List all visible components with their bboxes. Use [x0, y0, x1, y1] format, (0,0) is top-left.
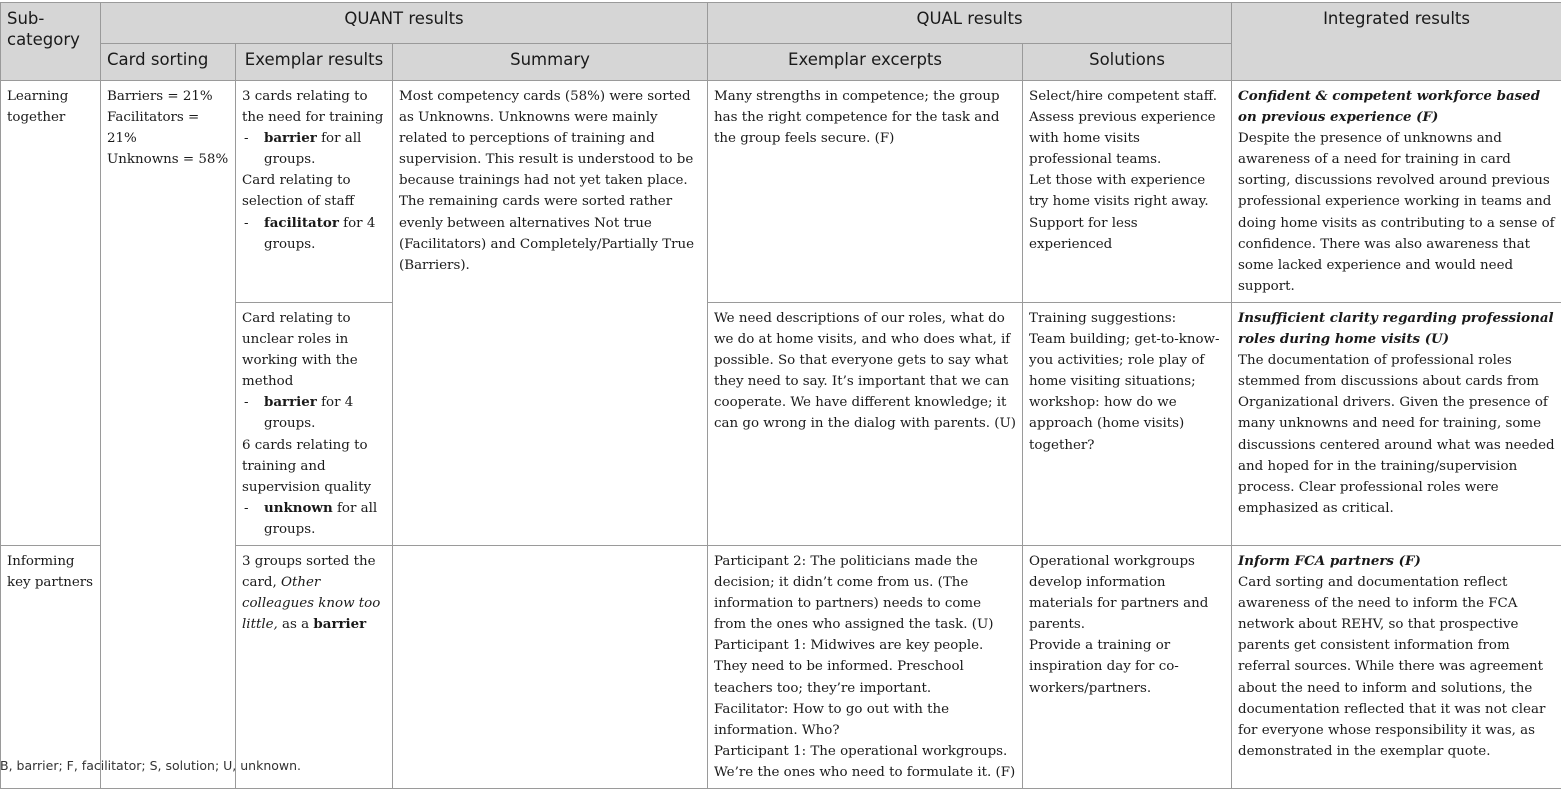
exemplar-italic: Other colleagues know too little, [242, 575, 380, 632]
exemplar-text: 3 cards relating to the need for training [242, 86, 386, 128]
solutions-cell [1023, 545, 1232, 788]
exemplar-bold: barrier [264, 394, 317, 410]
exemplar-results-cell [236, 302, 393, 545]
solutions-cell [1023, 302, 1232, 545]
integrated-cell [1232, 302, 1561, 545]
integrated-title: Confident & competent workforce based on previous experience (F) [1238, 86, 1555, 128]
exemplar-rest: for 4 groups. [264, 395, 353, 431]
header-exemplar-excerpts: Exemplar excerpts [708, 44, 1023, 81]
exemplar-text: 3 groups sorted the card, [242, 554, 376, 590]
table-row [1, 81, 1561, 303]
exemplar-bold: unknown [264, 500, 333, 516]
exemplar-text: 6 cards relating to training and supervision quality [242, 435, 386, 498]
excerpt-line: Participant 1: The operational workgroups. We’re the ones who need to formulate it. (F) [714, 741, 1016, 783]
card-sorting-unknowns: Unknowns = 58% [107, 149, 229, 170]
header-qual-results: QUAL results [708, 3, 1232, 44]
header-quant-results: QUANT results [101, 3, 708, 44]
header-summary: Summary [393, 44, 708, 81]
exemplar-rest: for all groups. [264, 501, 377, 537]
footnote: B, barrier; F, facilitator; S, solution; U, unknown. [0, 758, 301, 773]
summary-cell-empty [393, 545, 708, 788]
exemplar-bullet [242, 213, 386, 255]
excerpt-line: Participant 1: Midwives are key people. They need to be informed. Preschool teachers too; they’re important. [714, 635, 1016, 698]
integrated-cell [1232, 81, 1561, 303]
integrated-title: Inform FCA partners (F) [1238, 551, 1555, 572]
header-subcategory: Sub-category [1, 3, 101, 81]
exemplar-text: Card relating to unclear roles in working with the method [242, 308, 386, 392]
solution-item: Select/hire competent staff. [1029, 86, 1225, 107]
card-sorting-cell [101, 81, 236, 789]
excerpt-cell: Many strengths in competence; the group has the right competence for the task and the group feels secure. (F) [708, 81, 1023, 303]
solution-item: Provide a training or inspiration day for co-workers/partners. [1029, 635, 1225, 698]
results-table [0, 2, 1561, 789]
solution-item: Operational workgroups develop information materials for partners and parents. [1029, 551, 1225, 635]
integrated-text: The documentation of professional roles stemmed from discussions about cards from Organizational drivers. Given the presence of many unknowns and need for training, some discussions centered around what was needed and hoped for in the training/supervision process. Clear professional roles were emphasized as critical. [1238, 350, 1555, 519]
header-card-sorting: Card sorting [101, 44, 236, 81]
excerpt-line: Participant 2: The politicians made the decision; it didn’t come from us. (The information to partners) needs to come from the ones who assigned the task. (U) [714, 551, 1016, 635]
integrated-title: Insufficient clarity regarding professional roles during home visits (U) [1238, 308, 1555, 350]
integrated-text: Despite the presence of unknowns and awareness of a need for training in card sorting, discussions revolved around previous professional experience working in teams and doing home visits as contributing to a sense of confidence. There was also awareness that some lacked experience and would need support. [1238, 128, 1555, 297]
table-row [1, 302, 1561, 545]
exemplar-bold: facilitator [264, 215, 339, 231]
excerpt-cell [708, 545, 1023, 788]
header-integrated-results: Integrated results [1232, 3, 1561, 81]
header-solutions: Solutions [1023, 44, 1232, 81]
card-sorting-facilitators: Facilitators = 21% [107, 107, 229, 149]
solution-item: Let those with experience try home visits right away. [1029, 170, 1225, 212]
exemplar-results-cell [236, 545, 393, 788]
summary-cell: Most competency cards (58%) were sorted as Unknowns. Unknowns were mainly related to perceptions of training and supervision. This result is understood to be because trainings had not yet taken place. The remaining cards were sorted rather evenly between alternatives Not true (Facilitators) and Completely/Partially True (Barriers). [393, 81, 708, 546]
exemplar-bullet [242, 392, 386, 434]
exemplar-rest: for all groups. [264, 131, 361, 167]
exemplar-bullet [242, 128, 386, 170]
excerpt-line: Facilitator: How to go out with the information. Who? [714, 699, 1016, 741]
exemplar-bold: barrier [313, 616, 366, 632]
header-exemplar-results: Exemplar results [236, 44, 393, 81]
subcategory-informing-key-partners: Informing key partners [1, 545, 101, 788]
subcategory-learning-together: Learning together [1, 81, 101, 546]
solution-item: Assess previous experience with home visits professional teams. [1029, 107, 1225, 170]
solutions-cell [1023, 81, 1232, 303]
card-sorting-barriers: Barriers = 21% [107, 86, 229, 107]
exemplar-results-cell [236, 81, 393, 303]
exemplar-text: Card relating to selection of staff [242, 170, 386, 212]
exemplar-rest: for 4 groups. [264, 216, 375, 252]
solution-item: Team building; get-to-know-you activities; role play of home visiting situations; workshop: how do we approach (home visits) together? [1029, 329, 1225, 456]
exemplar-bold: barrier [264, 130, 317, 146]
integrated-text: Card sorting and documentation reflect awareness of the need to inform the FCA network about REHV, so that prospective parents get consistent information from referral sources. While there was agreement about the need to inform and solutions, the documentation reflected that it was not clear for everyone whose responsibility it was, as demonstrated in the exemplar quote. [1238, 572, 1555, 762]
integrated-cell [1232, 545, 1561, 788]
exemplar-text: as a [278, 617, 314, 632]
excerpt-cell: We need descriptions of our roles, what do we do at home visits, and who does what, if possible. So that everyone gets to say what they need to say. It’s important that we can cooperate. We have different knowledge; it can go wrong in the dialog with parents. (U) [708, 302, 1023, 545]
table-row [1, 545, 1561, 788]
solution-item: Training suggestions: [1029, 308, 1225, 329]
solution-item: Support for less experienced [1029, 213, 1225, 255]
exemplar-bullet [242, 498, 386, 540]
